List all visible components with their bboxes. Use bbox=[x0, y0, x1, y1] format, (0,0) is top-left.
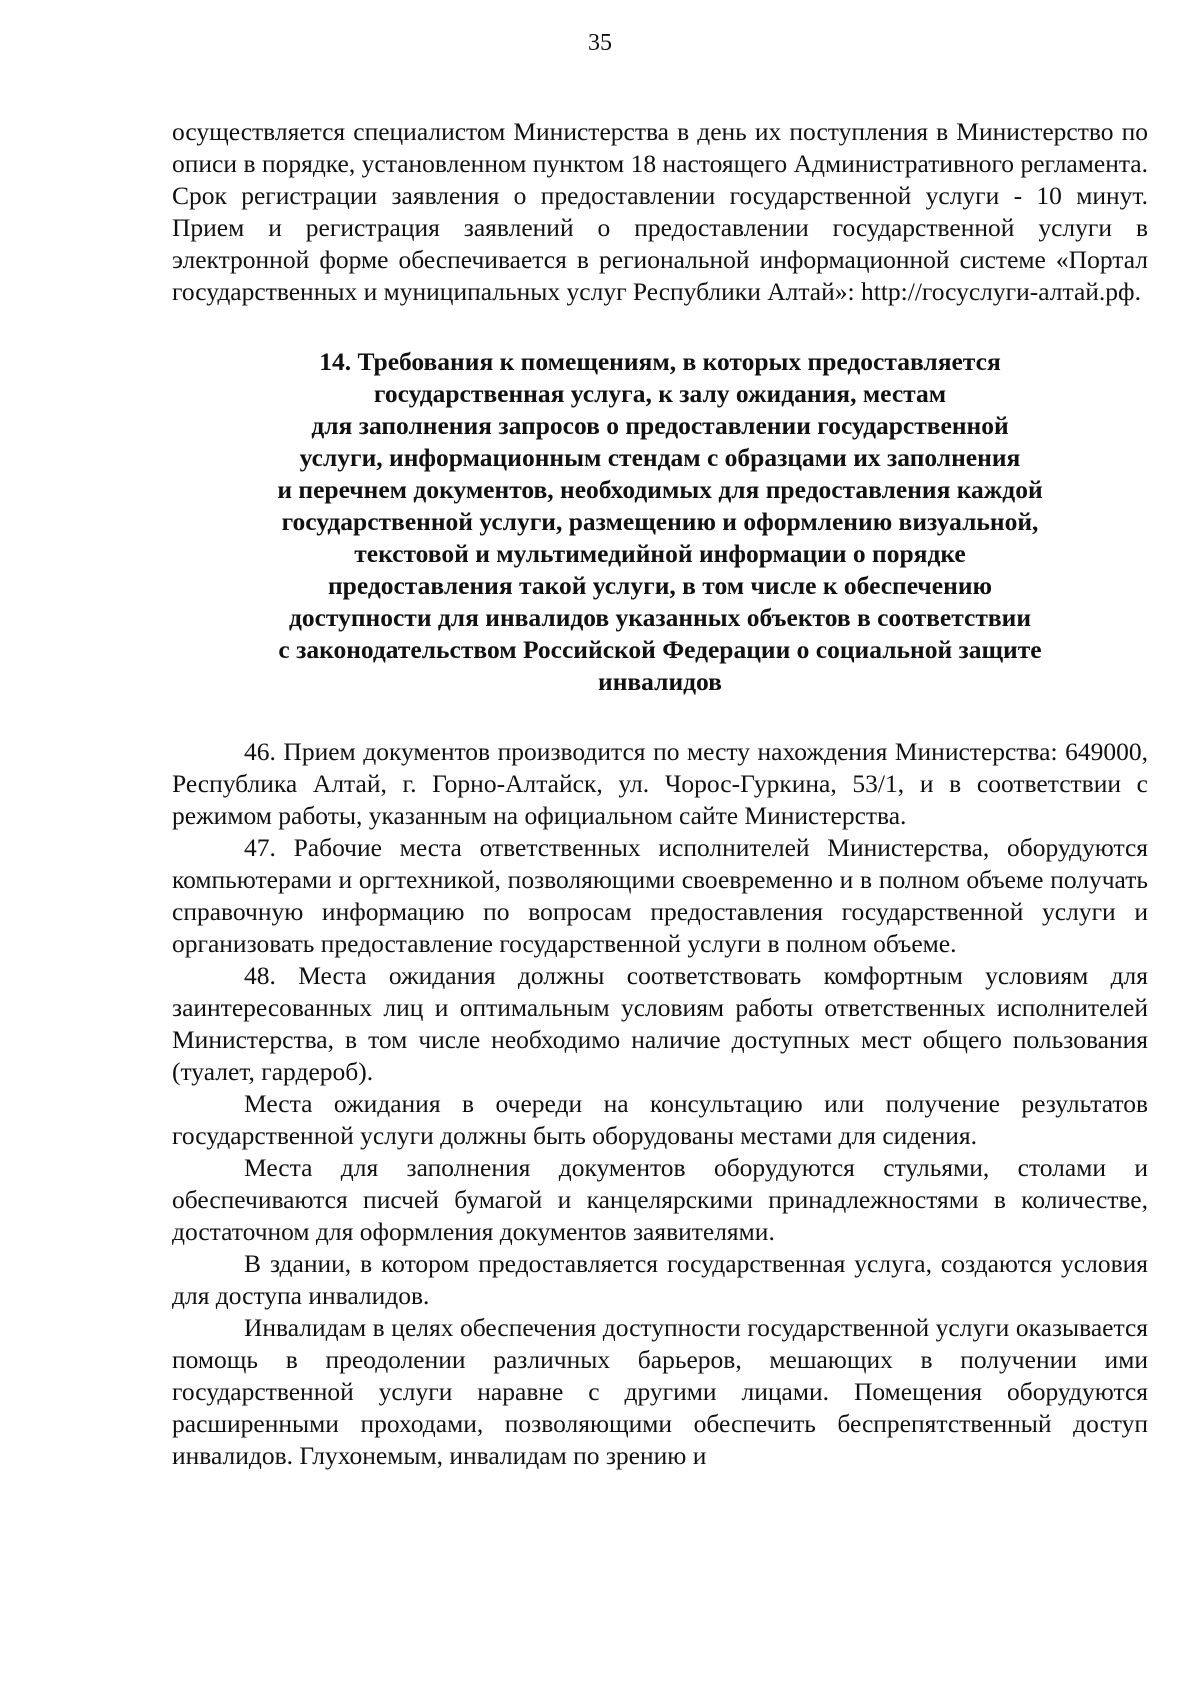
paragraph-building-access: В здании, в котором предоставляется государственная услуга, создаются условия для доступа инвалидов. bbox=[172, 1249, 1148, 1310]
paragraph-disabled-assistance: Инвалидам в целях обеспечения доступности государственной услуги оказывается помощь в преодолении различных барьеров, мешающих в получении ими государственной услуги наравне с другими лицами. Помещения оборудуются расширенными проходами, позволяющими обеспечить беспрепятственный доступ инвалидов. Глухонемым, инвалидам по зрению и bbox=[172, 1313, 1148, 1470]
page-number: 35 bbox=[588, 30, 612, 56]
paragraph-46: 46. Прием документов производится по месту нахождения Министерства: 649000, Республика Алтай, г. Горно-Алтайск, ул. Чорос-Гуркина, 53/1, и в соответствии с режимом работы, указанным на официальном сайте Министерства. bbox=[172, 737, 1148, 830]
heading-line: государственной услуги, размещению и оформлению визуальной, bbox=[281, 507, 1039, 536]
paragraph-filling-places: Места для заполнения документов оборудуются стульями, столами и обеспечиваются писчей бумагой и канцелярскими принадлежностями в количестве, достаточном для оформления документов заявителями. bbox=[172, 1153, 1148, 1246]
intro-paragraph: осуществляется специалистом Министерства в день их поступления в Министерство по описи в порядке, установленном пунктом 18 настоящего Административного регламента. Срок регистрации заявления о предоставлении государственной услуги - 10 минут. Прием и регистрация заявлений о предоставлении государственной услуги в электронной форме обеспечивается в региональной информационной системе «Портал государственных и муниципальных услуг Республики Алтай»: http://госуслуги-алтай.рф. bbox=[172, 117, 1148, 306]
paragraph-48: 48. Места ожидания должны соответствовать комфортным условиям для заинтересованных лиц и оптимальным условиям работы ответственных исполнителей Министерства, в том числе необходимо наличие доступных мест общего пользования (туалет, гардероб). bbox=[172, 961, 1148, 1086]
heading-line: услуги, информационным стендам с образцами их заполнения bbox=[299, 443, 1021, 472]
paragraph-47: 47. Рабочие места ответственных исполнителей Министерства, оборудуются компьютерами и оргтехникой, позволяющими своевременно и в полном объеме получать справочную информацию по вопросам предоставления государственной услуги и организовать предоставление государственной услуги в полном объеме. bbox=[172, 833, 1148, 958]
heading-line: предоставления такой услуги, в том числе к обеспечению bbox=[327, 571, 992, 600]
heading-line: государственная услуга, к залу ожидания, местам bbox=[373, 379, 947, 408]
document-body bbox=[172, 116, 1148, 1472]
section-heading bbox=[172, 346, 1148, 698]
heading-line: текстовой и мультимедийной информации о порядке bbox=[354, 539, 966, 568]
heading-line: с законодательством Российской Федерации о социальной защите bbox=[278, 635, 1042, 664]
heading-line: 14. Требования к помещениям, в которых предоставляется bbox=[319, 347, 1001, 376]
heading-line: инвалидов bbox=[598, 667, 722, 696]
paragraph-waiting-queue: Места ожидания в очереди на консультацию или получение результатов государственной услуги должны быть оборудованы местами для сидения. bbox=[172, 1089, 1148, 1150]
heading-line: и перечнем документов, необходимых для предоставления каждой bbox=[277, 475, 1043, 504]
heading-line: доступности для инвалидов указанных объектов в соответствии bbox=[288, 603, 1032, 632]
heading-line: для заполнения запросов о предоставлении государственной bbox=[311, 411, 1009, 440]
